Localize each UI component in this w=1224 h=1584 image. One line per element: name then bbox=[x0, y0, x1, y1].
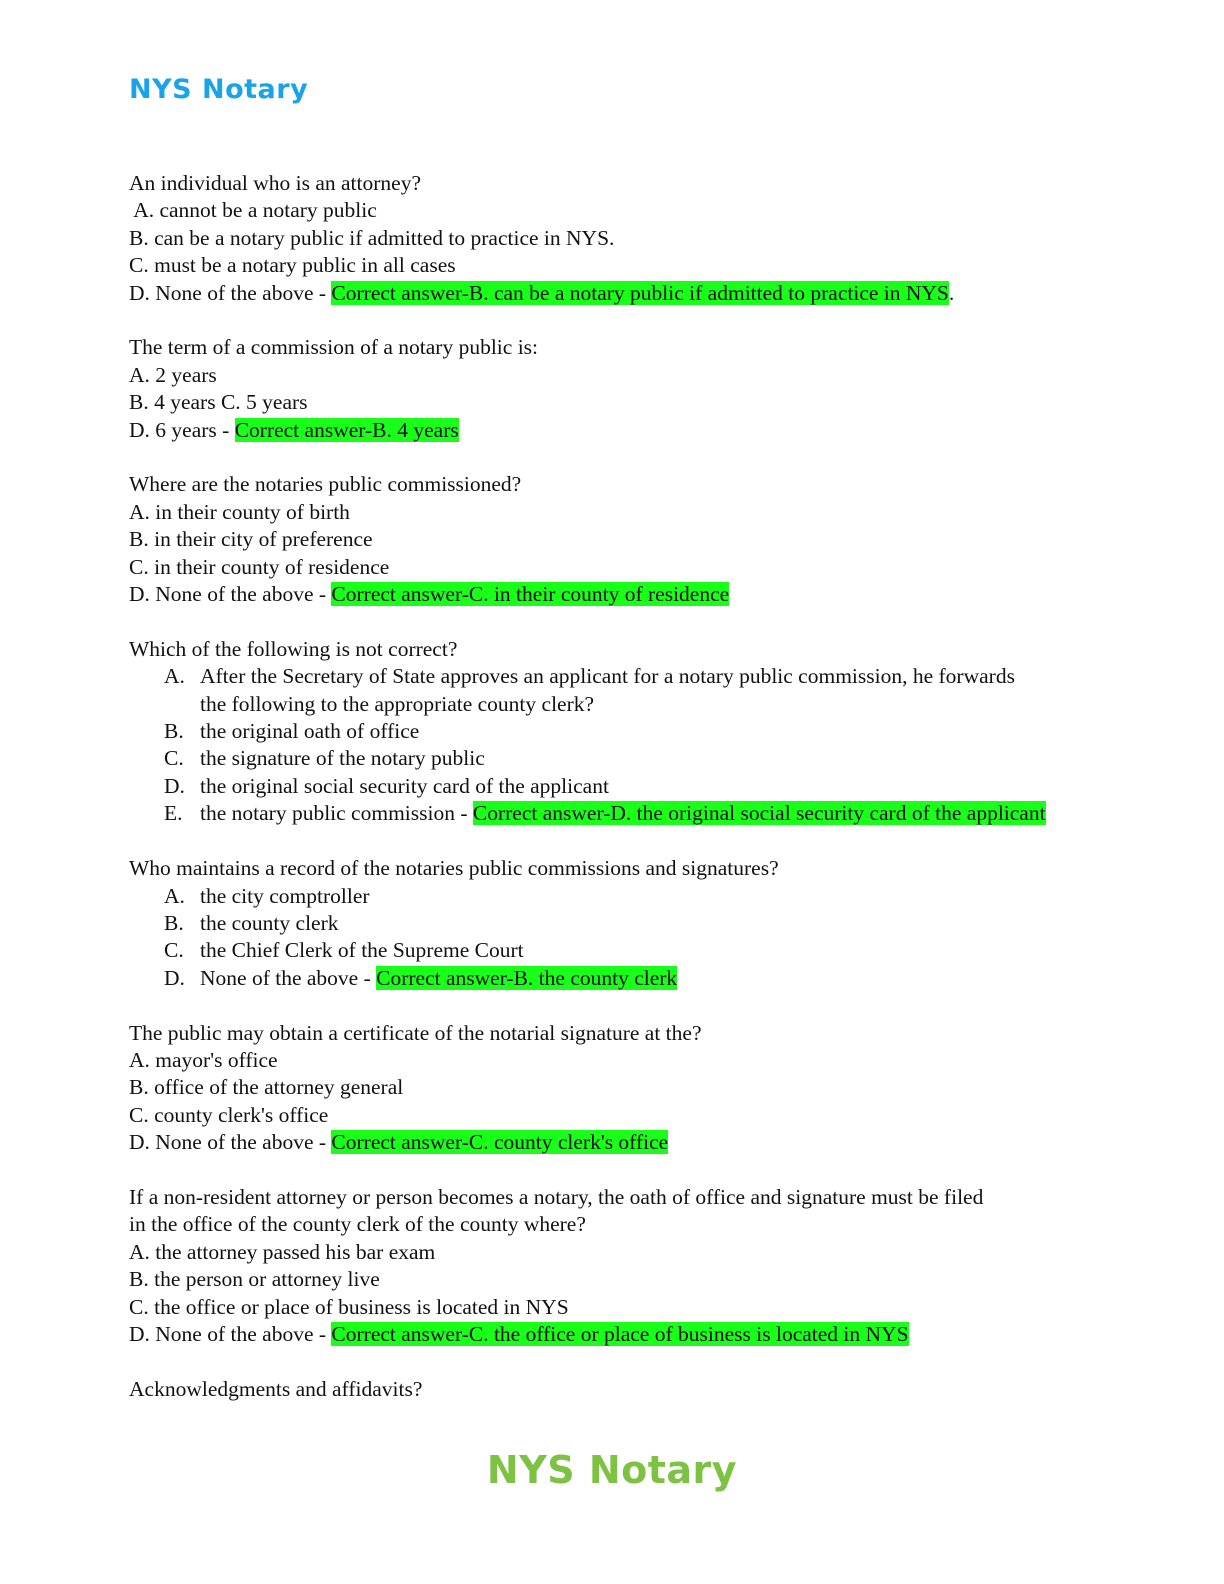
option-d-text: D. None of the above - bbox=[129, 280, 332, 305]
option-b: B. the person or attorney live bbox=[129, 1267, 380, 1292]
correct-answer-highlight: Correct answer-C. the office or place of business is located in NYS bbox=[331, 1321, 909, 1346]
question-text: Who maintains a record of the notaries public commissions and signatures? bbox=[129, 856, 779, 881]
document-content bbox=[129, 170, 1089, 1431]
option-e bbox=[164, 800, 1060, 827]
question-text: Which of the following is not correct? bbox=[129, 636, 458, 661]
option-c: C. must be a notary public in all cases bbox=[129, 253, 456, 278]
option-d-text: D. None of the above - bbox=[129, 582, 332, 607]
option-text: the county clerk bbox=[200, 910, 339, 935]
question-block-6 bbox=[129, 1020, 1089, 1157]
option-d bbox=[164, 773, 1089, 800]
option-c bbox=[164, 937, 1089, 964]
option-d bbox=[129, 417, 1089, 444]
option-letter: A. bbox=[164, 664, 185, 689]
option-text: None of the above - bbox=[200, 965, 377, 990]
question-block-1 bbox=[129, 170, 1089, 307]
option-text: the original oath of office bbox=[200, 719, 420, 744]
option-text: the Chief Clerk of the Supreme Court bbox=[200, 938, 524, 963]
option-a: A. the attorney passed his bar exam bbox=[129, 1239, 436, 1264]
option-d-text: D. None of the above - bbox=[129, 1130, 332, 1155]
option-text: the city comptroller bbox=[200, 883, 370, 908]
option-list bbox=[129, 663, 1089, 827]
option-a bbox=[164, 883, 1089, 910]
option-letter: B. bbox=[164, 719, 184, 744]
option-a: A. 2 years bbox=[129, 362, 217, 387]
option-c: C. the office or place of business is located in NYS bbox=[129, 1294, 569, 1319]
option-d bbox=[129, 581, 1089, 608]
option-c: C. county clerk's office bbox=[129, 1102, 329, 1127]
option-letter: E. bbox=[164, 801, 183, 826]
option-a: A. cannot be a notary public bbox=[129, 198, 377, 223]
option-d bbox=[129, 1321, 1089, 1348]
option-a: A. mayor's office bbox=[129, 1047, 278, 1072]
option-d-text: D. 6 years - bbox=[129, 417, 235, 442]
option-letter: C. bbox=[164, 746, 184, 771]
option-d bbox=[164, 965, 1089, 992]
option-b: B. office of the attorney general bbox=[129, 1075, 404, 1100]
question-block-3 bbox=[129, 471, 1089, 608]
option-b: B. 4 years C. 5 years bbox=[129, 390, 308, 415]
option-letter: D. bbox=[164, 773, 185, 798]
correct-answer-highlight: Correct answer-B. the county clerk bbox=[376, 965, 678, 990]
question-text: Acknowledgments and affidavits? bbox=[129, 1376, 423, 1401]
option-text: the notary public commission - bbox=[200, 801, 473, 826]
option-a: A. in their county of birth bbox=[129, 499, 350, 524]
question-text: The term of a commission of a notary public is: bbox=[129, 335, 539, 360]
question-text: Where are the notaries public commissioned? bbox=[129, 472, 522, 497]
question-text: The public may obtain a certificate of the notarial signature at the? bbox=[129, 1020, 702, 1045]
option-text: the signature of the notary public bbox=[200, 746, 485, 771]
option-letter: D. bbox=[164, 965, 185, 990]
option-b bbox=[164, 910, 1089, 937]
footer-brand: NYS Notary bbox=[486, 1448, 738, 1492]
option-text: the original social security card of the applicant bbox=[200, 773, 609, 798]
option-a bbox=[164, 663, 1020, 718]
option-c: C. in their county of residence bbox=[129, 554, 390, 579]
question-text-line-1: If a non-resident attorney or person becomes a notary, the oath of office and signature must be filed bbox=[129, 1184, 984, 1209]
option-c bbox=[164, 745, 1089, 772]
question-text-line-2: in the office of the county clerk of the county where? bbox=[129, 1212, 586, 1237]
option-d bbox=[129, 1129, 1089, 1156]
option-letter: B. bbox=[164, 910, 184, 935]
option-b: B. can be a notary public if admitted to practice in NYS. bbox=[129, 225, 615, 250]
question-block-7 bbox=[129, 1184, 1089, 1348]
question-block-2 bbox=[129, 334, 1089, 444]
question-text: An individual who is an attorney? bbox=[129, 171, 421, 195]
option-d bbox=[129, 280, 1089, 307]
question-block-5 bbox=[129, 855, 1089, 992]
correct-answer-highlight: Correct answer-C. in their county of residence bbox=[331, 582, 730, 607]
option-d-text: D. None of the above - bbox=[129, 1321, 332, 1346]
correct-answer-highlight: Correct answer-B. 4 years bbox=[234, 417, 459, 442]
correct-answer-highlight: Correct answer-D. the original social security card of the applicant bbox=[472, 801, 1046, 826]
question-block-4 bbox=[129, 636, 1089, 828]
option-b: B. in their city of preference bbox=[129, 527, 373, 552]
correct-answer-highlight: Correct answer-B. can be a notary public if admitted to practice in NYS bbox=[331, 280, 949, 305]
option-text: After the Secretary of State approves an applicant for a notary public commission, he forwards the following to the appropriate county clerk? bbox=[200, 664, 1015, 716]
correct-answer-highlight: Correct answer-C. county clerk's office bbox=[331, 1130, 669, 1155]
option-letter: A. bbox=[164, 883, 185, 908]
option-b bbox=[164, 718, 1089, 745]
question-block-8 bbox=[129, 1376, 1089, 1403]
option-list bbox=[129, 883, 1089, 993]
option-letter: C. bbox=[164, 938, 184, 963]
answer-suffix: . bbox=[948, 280, 955, 305]
header-title: NYS Notary bbox=[129, 74, 309, 105]
